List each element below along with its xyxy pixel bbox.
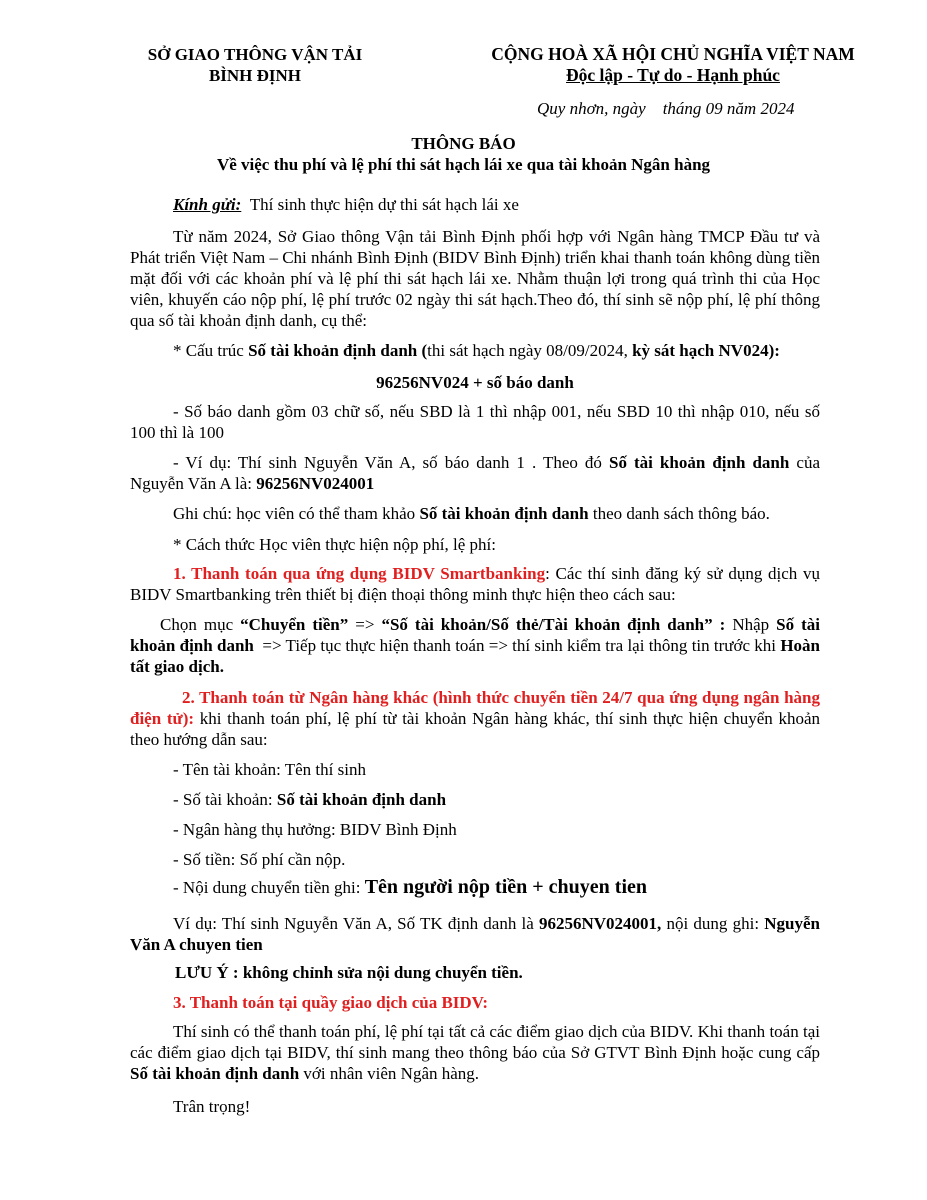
structure-bold-2: kỳ sát hạch NV024): — [632, 341, 780, 360]
structure-bold-1: Số tài khoản định danh ( — [248, 341, 428, 360]
method-3-paragraph — [130, 1021, 820, 1084]
method-1-steps — [130, 614, 820, 677]
method-3-heading: 3. Thanh toán tại quầy giao dịch của BIDV: — [173, 993, 489, 1012]
example-text-1: - Ví dụ: Thí sinh Nguyễn Văn A, số báo danh 1 . Theo đó — [173, 453, 609, 472]
method-2 — [130, 687, 820, 750]
title-main: THÔNG BÁO — [411, 134, 516, 153]
salutation — [173, 195, 519, 215]
method-1-heading: 1. Thanh toán qua ứng dụng BIDV Smartbanking — [173, 564, 546, 583]
warning-note: LƯU Ý : không chỉnh sửa nội dung chuyển tiền. — [175, 963, 523, 982]
method-3-heading-line — [130, 992, 820, 1013]
motto: Độc lập - Tự do - Hạnh phúc — [566, 65, 780, 85]
step-text-1: Chọn mục — [160, 615, 241, 634]
methods-intro: * Cách thức Học viên thực hiện nộp phí, lệ phí: — [173, 535, 496, 554]
example-text-2: của Nguyễn Văn A là: — [130, 453, 820, 493]
example-paragraph — [130, 452, 820, 494]
method-2-example — [130, 913, 820, 955]
note-text-1: Ghi chú: học viên có thể tham khảo — [173, 504, 420, 523]
step-bold-2: “Số tài khoản/Số thẻ/Tài khoản định danh” : — [381, 615, 726, 634]
issuing-organization — [125, 44, 385, 86]
account-structure — [130, 340, 820, 361]
example-account-number: 96256NV024001 — [256, 474, 375, 493]
method-2-item-5 — [130, 877, 820, 898]
example-bold-1: Số tài khoản định danh — [608, 453, 790, 472]
step-bold-3: Số tài khoản định danh — [130, 615, 821, 655]
method-2-item-1: - Tên tài khoản: Tên thí sinh — [173, 760, 366, 779]
method-3-text-1: Thí sinh có thể thanh toán phí, lệ phí tại tất cả các điểm giao dịch của BIDV. Khi thanh toán tại các điểm giao dịch tại BIDV, thí sinh mang theo thông báo của Sở GTVT Bình Định hoặc cung cấp — [130, 1022, 820, 1062]
intro-paragraph: Từ năm 2024, Sở Giao thông Vận tải Bình Định phối hợp với Ngân hàng TMCP Đầu tư và Phát triển Việt Nam – Chi nhánh Bình Định (BIDV Bình Định) triển khai thanh toán không dùng tiền mặt đối với các khoản phí và lệ phí thi sát hạch lái xe. Nhằm thuận lợi trong quá trình thi của Học viên, khuyến cáo nộp phí, lệ phí trước 02 ngày thi sát hạch.Theo đó, thí sinh sẽ nộp phí, lệ phí thông qua số tài khoản định danh, cụ thể: — [130, 227, 820, 330]
closing: Trân trọng! — [173, 1097, 251, 1116]
method-3-bold: Số tài khoản định danh — [130, 1064, 300, 1083]
note-bold: Số tài khoản định danh — [419, 504, 589, 523]
method-2-heading: 2. Thanh toán từ Ngân hàng khác (hình thức chuyển tiền 24/7 qua ứng dụng ngân hàng điện tử): — [130, 688, 820, 728]
note-text-2: theo danh sách thông báo. — [588, 504, 770, 523]
method-2-item-3: - Ngân hàng thụ hưởng: BIDV Bình Định — [173, 820, 457, 839]
structure-prefix: * Cấu trúc — [173, 341, 249, 360]
step-text-3: Nhập — [725, 615, 777, 634]
account-formula: 96256NV024 + số báo danh — [376, 373, 574, 392]
item-2-label: - Số tài khoản: — [173, 790, 277, 809]
nation-name: CỘNG HOÀ XÃ HỘI CHỦ NGHĨA VIỆT NAM — [491, 44, 855, 64]
item-5-label: - Nội dung chuyển tiền ghi: — [173, 878, 365, 897]
method-2-item-2 — [130, 789, 820, 810]
step-text-2: => — [348, 615, 382, 634]
title-subject: Về việc thu phí và lệ phí thi sát hạch lái xe qua tài khoản Ngân hàng — [216, 155, 711, 174]
document-date: Quy nhơn, ngày tháng 09 năm 2024 — [537, 99, 795, 118]
method-2-item-4: - Số tiền: Số phí cần nộp. — [173, 850, 346, 869]
national-motto — [458, 44, 888, 86]
sbd-note: - Số báo danh gồm 03 chữ số, nếu SBD là 1 thì nhập 001, nếu SBD 10 thì nhập 010, nếu số 100 thì là 100 — [130, 402, 820, 442]
m2-example-text-2: nội dung ghi: — [661, 914, 765, 933]
m2-example-account: 96256NV024001, — [539, 914, 662, 933]
method-1-text: : Các thí sinh đăng ký sử dụng dịch vụ BIDV Smartbanking trên thiết bị điện thoại thông minh thực hiện theo cách sau: — [130, 564, 820, 604]
org-line-2: BÌNH ĐỊNH — [208, 66, 302, 85]
item-5-value: Tên người nộp tiền + chuyen tien — [364, 876, 647, 898]
structure-mid: thi sát hạch ngày 08/09/2024, — [427, 341, 633, 360]
step-bold-4: Hoàn tất giao dịch. — [130, 636, 820, 676]
document-title — [0, 133, 927, 175]
note-paragraph — [130, 503, 820, 524]
m2-example-text-1: Ví dụ: Thí sinh Nguyễn Văn A, Số TK định danh là — [173, 914, 539, 933]
item-2-value: Số tài khoản định danh — [276, 790, 447, 809]
salutation-recipient: Thí sinh thực hiện dự thi sát hạch lái xe — [249, 195, 519, 214]
step-bold-1: “Chuyển tiền” — [240, 615, 349, 634]
step-text-4: => Tiếp tục thực hiện thanh toán => thí sinh kiểm tra lại thông tin trước khi — [253, 636, 781, 655]
method-1 — [130, 563, 820, 605]
salutation-label: Kính gửi: — [173, 195, 242, 214]
org-line-1: SỞ GIAO THÔNG VẬN TẢI — [147, 45, 363, 64]
method-3-text-2: với nhân viên Ngân hàng. — [299, 1064, 480, 1083]
method-2-text: khi thanh toán phí, lệ phí từ tài khoản Ngân hàng khác, thí sinh thực hiện chuyển khoản theo hướng dẫn sau: — [130, 709, 820, 749]
m2-example-content: Nguyễn Văn A chuyen tien — [130, 914, 821, 954]
